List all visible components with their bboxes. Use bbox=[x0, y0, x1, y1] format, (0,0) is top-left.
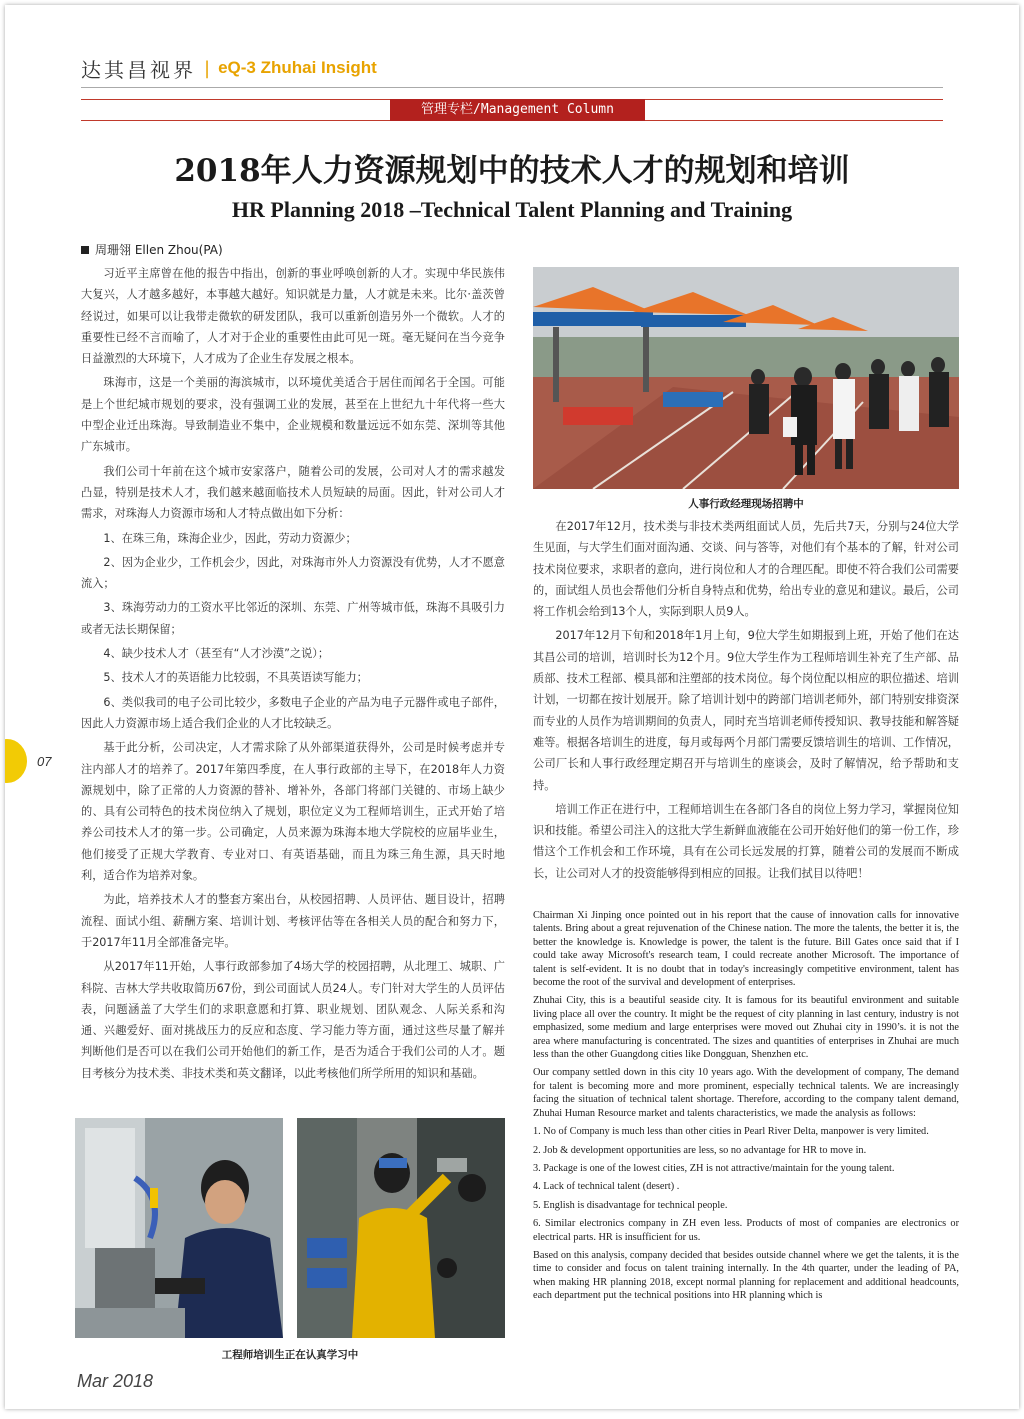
analysis-item: 4、缺少技术人才（甚至有“人才沙漠”之说）； bbox=[103, 647, 330, 661]
english-list-item: 2. Job & development opportunities are less, so no advantage for HR to move in. bbox=[533, 1144, 867, 1156]
analysis-item: 1、在珠三角，珠海企业少，因此，劳动力资源少； bbox=[103, 531, 357, 545]
brand-name-en: eQ-3 Zhuhai Insight bbox=[218, 58, 377, 77]
paragraph: 珠海市，这是一个美丽的海滨城市，以环境优美适合于居住而闻名于全国。可能是上个世纪城市规划的要求，没有强调工业的发展，甚至在上世纪九十年代将一些大中型企业迁出珠海。导致制造业不集中，企业规模和数量远远不如东莞、深圳等其他广东城市。 bbox=[81, 376, 505, 454]
job-fair-caption: 人事行政经理现场招聘中 bbox=[688, 498, 804, 510]
page-number-badge bbox=[5, 739, 27, 783]
magazine-page bbox=[5, 5, 1019, 1409]
english-paragraph: Zhuhai City, this is a beautiful seaside city. It is famous for its beautiful environment and suitable living place all over the country. It might be the request of city planning in last century, industry is not emphasized, some medium and large enterprises were moved out Zhuhai city in 1990’s. it is not the area where manufacturing is concentrated. The sizes and quantities of enterprises in Zhuhai are much less than the other Guangdong cities like Dongguan, Shenzhen etc. bbox=[533, 995, 959, 1061]
brand-name-cn: 达其昌视界 bbox=[81, 57, 196, 82]
training-photo-right bbox=[297, 1118, 505, 1338]
magazine-header bbox=[81, 53, 377, 83]
brand-separator: | bbox=[204, 57, 211, 79]
article-title-en: HR Planning 2018 –Technical Talent Planning and Training bbox=[231, 197, 793, 222]
paragraph: 培训工作正在进行中，工程师培训生在各部门各自的岗位上努力学习，掌握岗位知识和技能。希望公司注入的这批大学生新鲜血液能在公司开始好他们的第一份工作，珍惜这个工作机会和工作环境，具有在公司长远发展的打算，随着公司的发展而不断成长，让公司对人才的投资能够得到相应的回报。让我们拭目以待吧！ bbox=[533, 802, 959, 880]
author-name: 周珊翎 Ellen Zhou(PA) bbox=[95, 243, 223, 257]
page-number: 07 bbox=[37, 754, 52, 769]
left-column-text bbox=[81, 263, 505, 1087]
paragraph: 2017年12月下旬和2018年1月上旬，9位大学生如期报到上班，开始了他们在达其昌公司的培训，培训时长为12个月。9位大学生作为工程师培训生补充了生产部、品质部、技术工程部、模具部和注塑部的技术岗位。每个岗位配以相应的职位描述、培训计划，一切都在按计划展开。除了培训计划中的跨部门培训老师外，部门特别安排资深而专业的人员作为培训期间的负责人，同时充当培训老师传授知识、教导技能和解答疑难等。根据各培训生的进度，每月或每两个月部门需要反馈培训生的培训、工作情况，公司厂长和人事行政经理定期召开与培训生的座谈会，及时了解情况，给予帮助和支持。 bbox=[533, 629, 959, 792]
training-photo-caption: 工程师培训生正在认真学习中 bbox=[221, 1349, 359, 1361]
english-paragraph: Chairman Xi Jinping once pointed out in his report that the cause of innovation calls for innovative talents. Bring about a great rejuvenation of the Chinese nation. The more the talents, the better it is, the better the knowledge is. Knowledge is power, the talent is the future. Bill Gates once said that if I could take away Microsoft's research team, I could recreate another Microsoft. The importance of talent is self-evident. It is no doubt that in today's increasingly competitive environment, talent has become the root of the survival and development of enterprises. bbox=[533, 910, 959, 989]
analysis-item: 3、珠海劳动力的工资水平比邻近的深圳、东莞、广州等城市低，珠海不具吸引力或者无法长期保留； bbox=[81, 601, 505, 636]
author-line bbox=[81, 241, 223, 258]
english-list-item: 6. Similar electronics company in ZH even less. Products of most of companies are electronics or electrical parts. HR is insufficient for us. bbox=[533, 1218, 959, 1243]
english-list-item: 1. No of Company is much less than other cities in Pearl River Delta, manpower is very limited. bbox=[533, 1126, 929, 1138]
analysis-item: 5、技术人才的英语能力比较弱，不具英语读写能力； bbox=[103, 671, 368, 685]
issue-date: Mar 2018 bbox=[77, 1371, 154, 1391]
paragraph: 我们公司十年前在这个城市安家落户，随着公司的发展，公司对人才的需求越发凸显，特别是技术人才，我们越来越面临技术人员短缺的局面。因此，针对公司人才需求，对珠海人力资源市场和人才特点做出如下分析： bbox=[81, 464, 505, 521]
job-fair-photo bbox=[533, 267, 959, 489]
author-bullet-icon bbox=[81, 246, 89, 254]
paragraph: 从2017年11开始，人事行政部参加了4场大学的校园招聘，从北理工、城职、广科院、吉林大学共收取简历67份，到公司面试人员24人。专门针对大学生的人员评估表，问题涵盖了大学生们的求职意愿和打算、职业规划、团队观念、人际关系和沟通、兴趣爱好、面对挑战压力的反应和态度、学习能力等方面，通过这些尽量了解并判断他们是否可以在我们公司开始他们的新工作，是否为适合于我们公司的人才。题目考核分为技术类、非技术类和英文翻译，以此考核他们所学所用的知识和基础。 bbox=[81, 960, 505, 1080]
english-list-item: 5. English is disadvantage for technical people. bbox=[533, 1199, 728, 1211]
article-title-cn: 2018年人力资源规划中的技术人才的规划和培训 bbox=[174, 153, 850, 189]
paragraph: 为此，培养技术人才的整套方案出台，从校园招聘、人员评估、题目设计，招聘流程、面试小组、薪酬方案、培训计划、考核评估等在各相关人员的配合和努力下，于2017年11月全部准备完毕。 bbox=[81, 893, 505, 949]
paragraph: 基于此分析，公司决定，人才需求除了从外部渠道获得外，公司是时候考虑并专注内部人才的培养了。2017年第四季度，在人事行政部的主导下，在2018年人力资源规划中，除了正常的人力资源的替补、增补外，各部门将部门关键的、市场上缺少的、具有公司特色的技术岗位纳入了规划，职位定义为工程师培训生，正式开始了培养公司技术人才的第一步。公司确定，人员来源为珠海本地大学院校的应届毕业生，他们接受了正规大学教育、专业对口、有英语基础，而且为珠三角生源，具天时地利，适合作为培养对象。 bbox=[81, 741, 505, 883]
analysis-item: 6、类似我司的电子公司比较少，多数电子企业的产品为电子元器件或电子部件，因此人力资源市场上适合我们企业的人才比较缺乏。 bbox=[81, 695, 505, 730]
english-translation bbox=[533, 909, 959, 1308]
english-list-item: 3. Package is one of the lowest cities, ZH is not attractive/maintain for the young talent. bbox=[533, 1162, 895, 1174]
english-list-item: 4. Lack of technical talent (desert) . bbox=[533, 1181, 680, 1193]
column-tag: 管理专栏/Management Column bbox=[390, 99, 645, 121]
right-column-text bbox=[533, 516, 959, 887]
paragraph: 习近平主席曾在他的报告中指出，创新的事业呼唤创新的人才。实现中华民族伟大复兴，人才越多越好，本事越大越好。知识就是力量，人才就是未来。比尔·盖茨曾经说过，如果可以让我带走微软的研发团队，我可以重新创造另外一个微软。人才的重要性已经不言而喻了，人才对于企业的重要性由此可见一斑。毫无疑问在当今竞争日益激烈的大环境下，人才成为了企业生存发展之根本。 bbox=[81, 267, 505, 366]
english-paragraph: Our company settled down in this city 10 years ago. With the development of company, The demand for talent is becoming more and more prominent, especially technical talents. We are increasingly facing the situation of technical talent shortage. Therefore, according to the company talent demand, Zhuhai Human Resource market and talents characteristics, we made the analysis as follows: bbox=[533, 1067, 959, 1119]
header-divider bbox=[81, 87, 943, 88]
analysis-item: 2、因为企业少，工作机会少，因此，对珠海市外人力资源没有优势，人才不愿意流入； bbox=[81, 555, 505, 591]
paragraph: 在2017年12月，技术类与非技术类两组面试人员，先后共7天，分别与24位大学生见面，与大学生们面对面沟通、交谈、问与答等，对他们有个基本的了解，针对公司技术岗位要求，求职者的意向，进行岗位和人才的合理匹配。即使不符合我们公司需要的，面试组人员也会帮他们分析自身特点和优势，给出专业的意见和建议。最后，公司将工作机会给到13个人，实际到职人员9人。 bbox=[533, 520, 959, 619]
english-paragraph: Based on this analysis, company decided that besides outside channel where we get the talents, it is the time to consider and focus on talent training internally. In the 4th quarter, under the leading of PA, when making HR planning 2018, except normal planning for replacement and additional headcounts, each department put the technical positions into HR planning which is bbox=[533, 1249, 959, 1302]
training-photo-left bbox=[75, 1118, 283, 1338]
